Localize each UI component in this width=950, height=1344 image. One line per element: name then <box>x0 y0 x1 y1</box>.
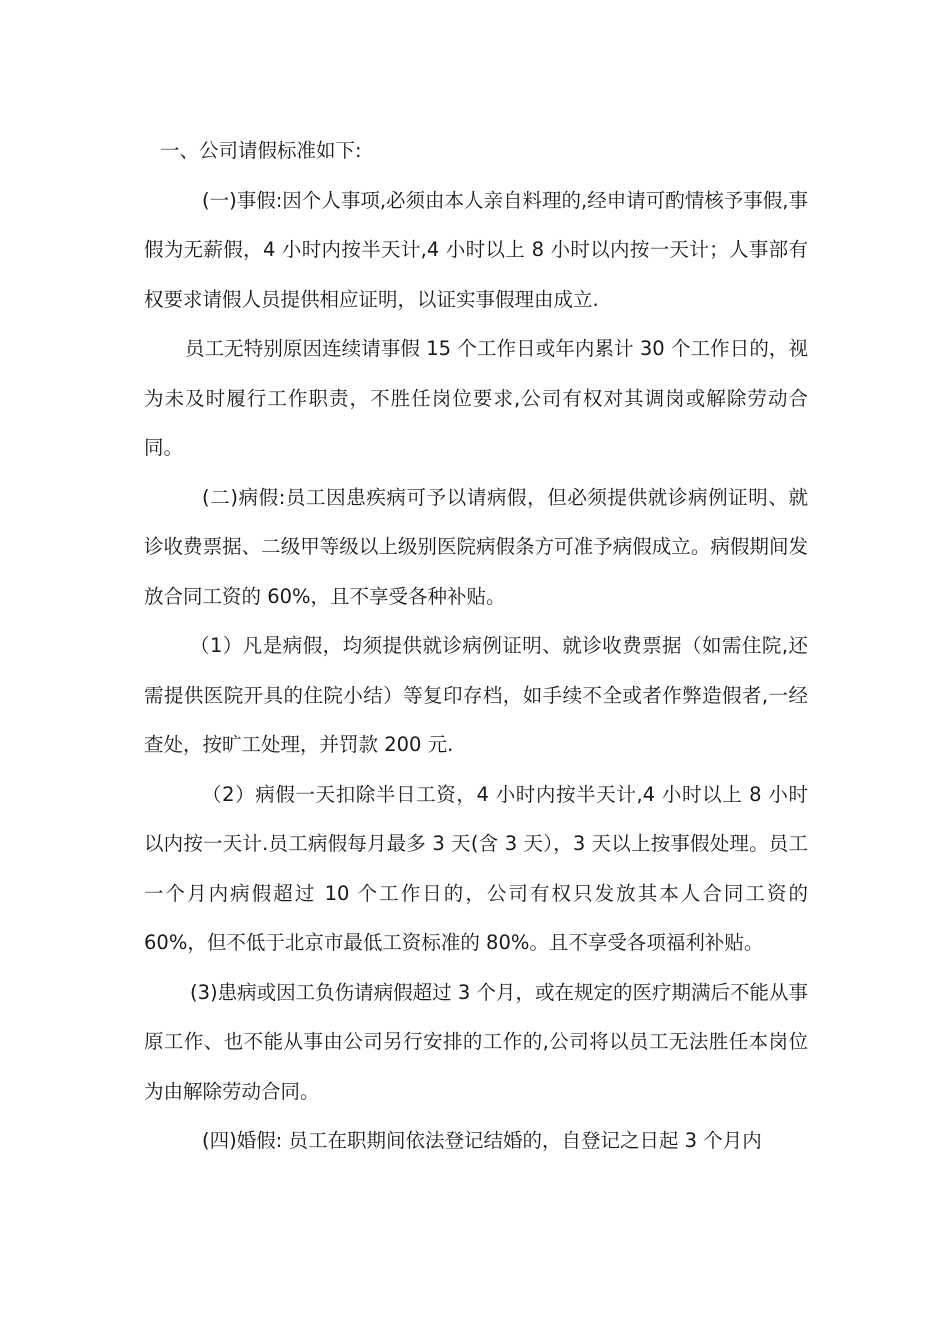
paragraph-sick-leave: (二)病假:员工因患疾病可予以请病假，但必须提供就诊病例证明、就诊收费票据、二级甲等级以上级别医院病假条方可准予病假成立。病假期间发放合同工资的 60%，且不享受各种补贴。 <box>144 485 808 608</box>
paragraph-sick-leave-item-2: （2）病假一天扣除半日工资，4 小时内按半天计,4 小时以上 8 小时以内按一天计.员工病假每月最多 3 天(含 3 天），3 天以上按事假处理。员工一个月内病假超过 10 个工作日的，公司有权只发放其本人合同工资的 60%，但不低于北京市最低工资标准的 80%。且不享受各项福利补贴。 <box>144 782 808 954</box>
section-heading: 一、公司请假标准如下: <box>160 139 362 162</box>
paragraph-personal-leave: (一)事假:因个人事项,必须由本人亲自料理的,经申请可酌情核予事假,事假为无薪假，4 小时内按半天计,4 小时以上 8 小时以内按一天计；人事部有权要求请假人员提供相应证明，以证实事假理由成立. <box>144 188 808 311</box>
paragraph-sick-leave-item-3: (3)患病或因工负伤请病假超过 3 个月，或在规定的医疗期满后不能从事原工作、也不能从事由公司另行安排的工作的,公司将以员工无法胜任本岗位为由解除劳动合同。 <box>144 980 808 1103</box>
document-body <box>144 126 808 1166</box>
paragraph-marriage-leave: (四)婚假: 员工在职期间依法登记结婚的，自登记之日起 3 个月内 <box>202 1129 762 1152</box>
paragraph-sick-leave-item-1: （1）凡是病假，均须提供就诊病例证明、就诊收费票据（如需住院,还需提供医院开具的住院小结）等复印存档，如手续不全或者作弊造假者,一经查处，按旷工处理，并罚款 200 元. <box>144 634 808 756</box>
paragraph-personal-leave-limit: 员工无特别原因连续请事假 15 个工作日或年内累计 30 个工作日的，视为未及时履行工作职责，不胜任岗位要求,公司有权对其调岗或解除劳动合同。 <box>144 337 808 459</box>
